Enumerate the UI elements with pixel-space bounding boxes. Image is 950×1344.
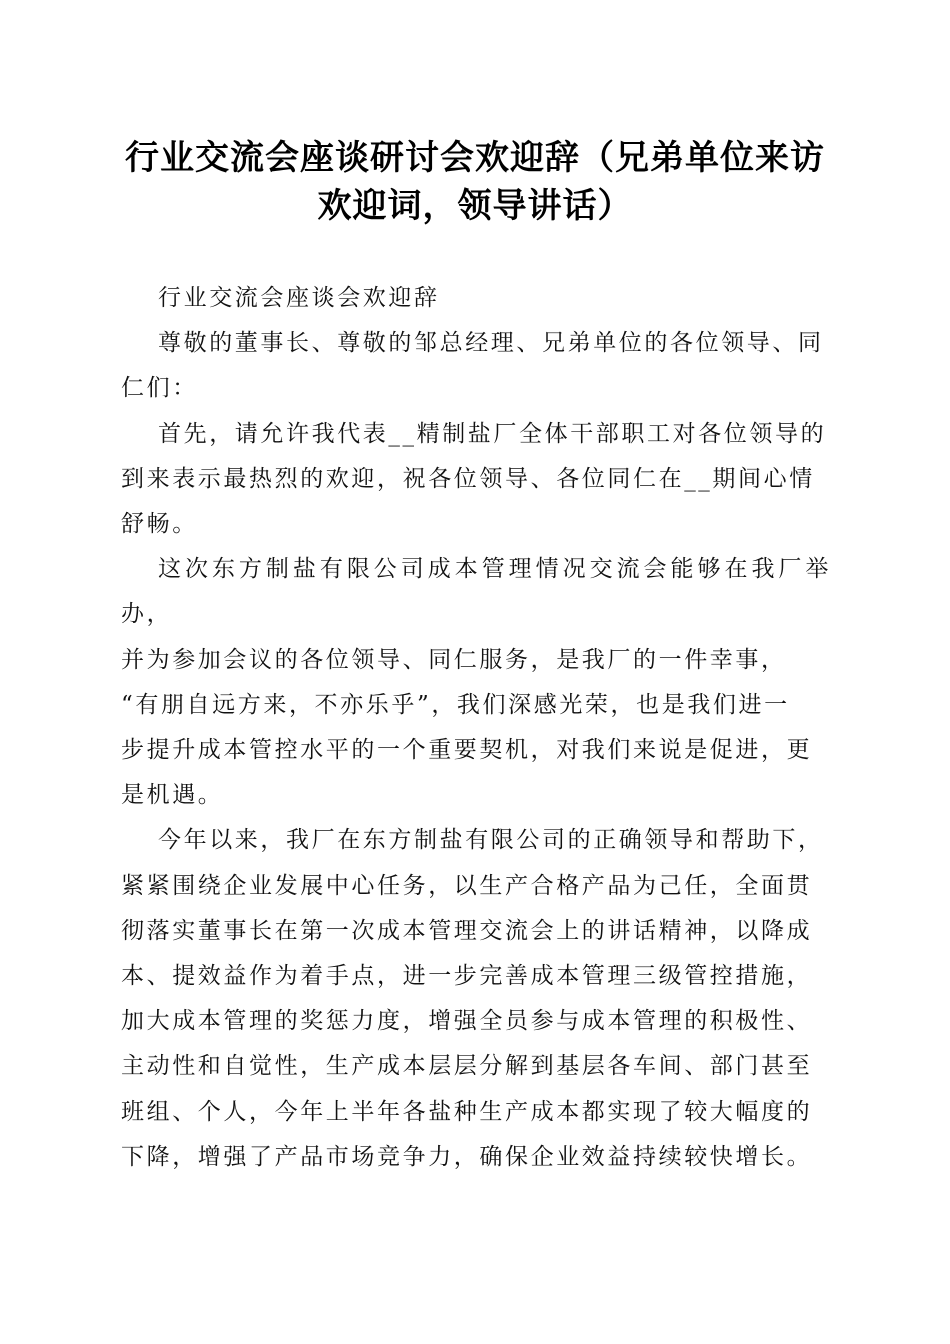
- subheading-text: 行业交流会座谈会欢迎辞: [158, 285, 440, 311]
- document-title: [105, 134, 845, 230]
- paragraph-line: 步提升成本管控水平的一个重要契机，对我们来说是促进，更: [121, 737, 813, 764]
- paragraph-achievements: [121, 818, 831, 1180]
- paragraph-line: 下降，增强了产品市场竞争力，确保企业效益持续较快增长。: [121, 1143, 813, 1170]
- subheading: [121, 276, 831, 321]
- paragraph-welcome: [121, 412, 831, 548]
- paragraph-line: 本、提效益作为着手点，进一步完善成本管理三级管控措施，: [121, 963, 813, 990]
- paragraph-line: 加大成本管理的奖惩力度，增强全员参与成本管理的积极性、: [121, 1008, 813, 1035]
- paragraph-line: 班组、个人，今年上半年各盐种生产成本都实现了较大幅度的: [121, 1098, 813, 1125]
- paragraph-line: 首先，请允许我代表__精制盐厂全体干部职工对各位领导的: [158, 420, 827, 447]
- paragraph-event: [121, 547, 831, 818]
- paragraph-line: 紧紧围绕企业发展中心任务，以生产合格产品为己任，全面贯: [121, 872, 813, 899]
- paragraph-line: 主动性和自觉性，生产成本层层分解到基层各车间、部门甚至: [121, 1053, 813, 1080]
- paragraph-line: 到来表示最热烈的欢迎，祝各位领导、各位同仁在__期间心情: [121, 465, 815, 492]
- paragraph-line: 是机遇。: [121, 782, 224, 809]
- paragraph-line: 彻落实董事长在第一次成本管理交流会上的讲话精神，以降成: [121, 917, 813, 944]
- title-line-2: 欢迎词，领导讲话）: [317, 186, 633, 226]
- paragraph-line: 并为参加会议的各位领导、同仁服务，是我厂的一件幸事，: [121, 646, 787, 673]
- paragraph-line: 仁们：: [121, 375, 198, 402]
- paragraph-greeting: [121, 321, 831, 411]
- paragraph-line: “有朋自远方来，不亦乐乎”，我们深感光荣，也是我们进一: [121, 691, 790, 718]
- paragraph-line: 今年以来，我厂在东方制盐有限公司的正确领导和帮助下，: [158, 827, 824, 854]
- title-line-1: 行业交流会座谈研讨会欢迎辞（兄弟单位来访: [125, 138, 825, 178]
- paragraph-line: 舒畅。: [121, 511, 198, 538]
- document-body: [121, 276, 831, 1180]
- paragraph-line: 这次东方制盐有限公司成本管理情况交流会能够在我厂举办，: [121, 556, 831, 628]
- paragraph-line: 尊敬的董事长、尊敬的邹总经理、兄弟单位的各位领导、同: [158, 330, 824, 357]
